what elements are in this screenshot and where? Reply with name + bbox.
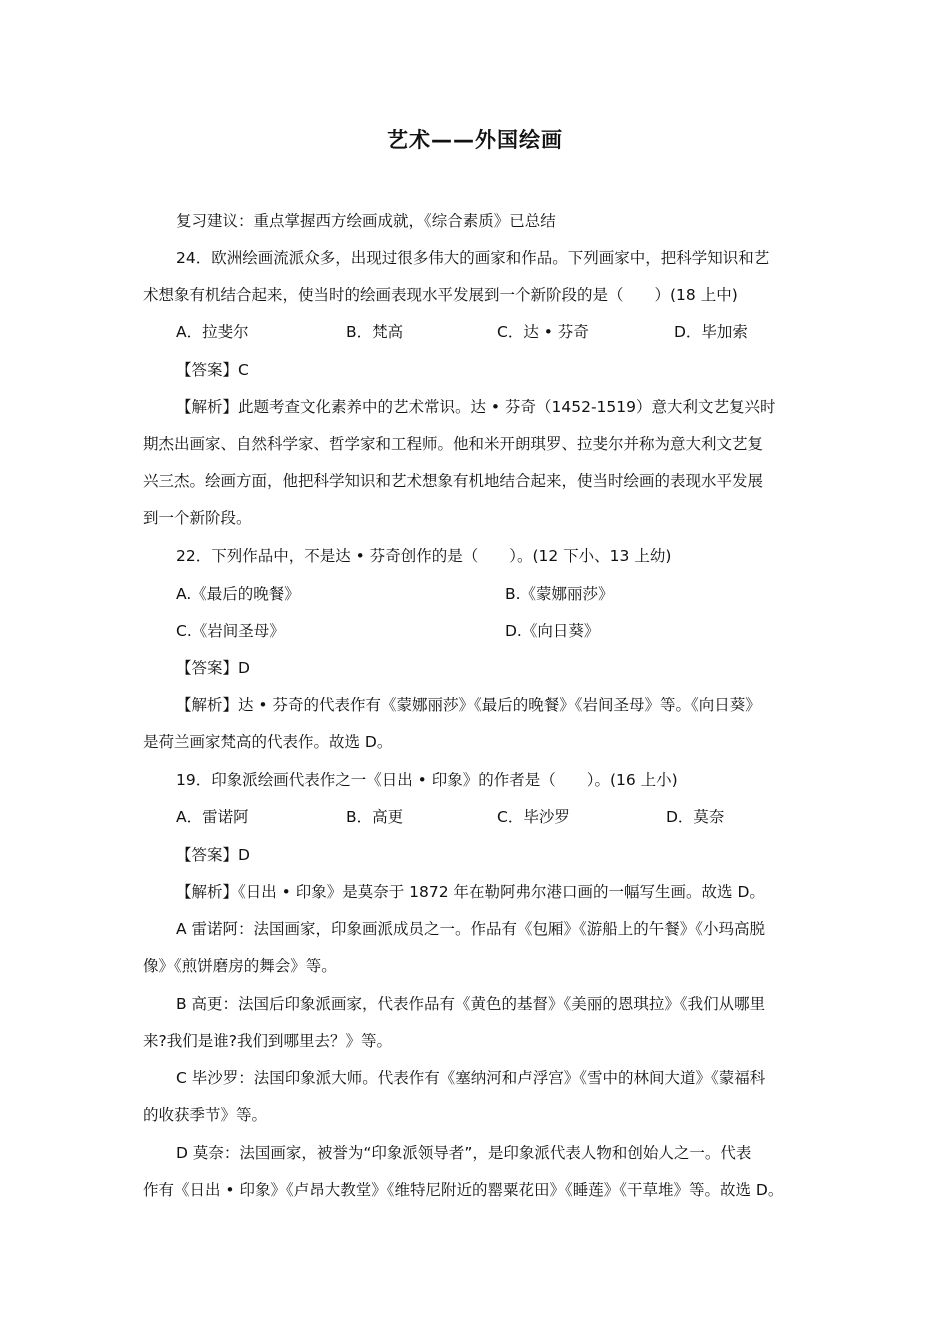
- q24-option-b: B．梵高: [346, 323, 404, 341]
- page-title: 艺术——外国绘画: [387, 128, 563, 152]
- q19-analysis: 【解析】《日出 • 印象》是莫奈于 1872 年在勒阿弗尔港口画的一幅写生画。故选 D。: [176, 883, 765, 901]
- q19-option-c: C．毕沙罗: [497, 808, 570, 826]
- note-gauguin-line2: 来?我们是谁?我们到哪里去？》等。: [143, 1032, 392, 1050]
- q19-stem: 19．印象派绘画代表作之一《日出 • 印象》的作者是（ ）。(16 上小): [176, 771, 678, 789]
- note-pissarro-line2: 的收获季节》等。: [143, 1106, 268, 1124]
- q22-option-c: C.《岩间圣母》: [176, 622, 285, 640]
- q22-stem: 22．下列作品中，不是达 • 芬奇创作的是（ ）。(12 下小、13 上幼): [176, 547, 672, 565]
- q22-analysis-line1: 【解析】达 • 芬奇的代表作有《蒙娜丽莎》《最后的晚餐》《岩间圣母》等。《向日葵》: [176, 696, 761, 714]
- note-renoir-line1: A 雷诺阿：法国画家，印象画派成员之一。作品有《包厢》《游船上的午餐》《小玛高脱: [176, 920, 766, 938]
- q22-option-a: A.《最后的晚餐》: [176, 585, 300, 603]
- q19-option-a: A．雷诺阿: [176, 808, 249, 826]
- q24-option-d: D．毕加索: [674, 323, 748, 341]
- note-monet-line2: 作有《日出 • 印象》《卢昂大教堂》《维特尼附近的罂粟花田》《睡莲》《干草堆》等。故选 D。: [143, 1181, 784, 1199]
- q22-analysis-line2: 是荷兰画家梵高的代表作。故选 D。: [143, 733, 393, 751]
- q24-stem-line2: 术想象有机结合起来，使当时的绘画表现水平发展到一个新阶段的是（ ）(18 上中): [143, 286, 738, 304]
- q22-option-d: D.《向日葵》: [505, 622, 600, 640]
- q19-option-d: D．莫奈: [666, 808, 725, 826]
- note-gauguin-line1: B 高更：法国后印象派画家，代表作品有《黄色的基督》《美丽的恩琪拉》《我们从哪里: [176, 995, 766, 1013]
- note-monet-line1: D 莫奈：法国画家，被誉为“印象派领导者”，是印象派代表人物和创始人之一。代表: [176, 1144, 752, 1162]
- q24-analysis-line2: 期杰出画家、自然科学家、哲学家和工程师。他和米开朗琪罗、拉斐尔并称为意大利文艺复: [143, 435, 764, 453]
- q24-stem-line1: 24．欧洲绘画流派众多，出现过很多伟大的画家和作品。下列画家中，把科学知识和艺: [176, 249, 770, 267]
- q24-analysis-line1: 【解析】此题考查文化素养中的艺术常识。达 • 芬奇（1452-1519）意大利文艺复兴时: [176, 398, 776, 416]
- q19-answer: 【答案】D: [176, 846, 250, 864]
- q24-analysis-line4: 到一个新阶段。: [143, 509, 252, 527]
- q24-answer: 【答案】C: [176, 361, 249, 379]
- q24-analysis-line3: 兴三杰。绘画方面，他把科学知识和艺术想象有机地结合起来，使当时绘画的表现水平发展: [143, 472, 764, 490]
- review-advice: 复习建议：重点掌握西方绘画成就，《综合素质》已总结: [176, 212, 556, 230]
- note-renoir-line2: 像》《煎饼磨房的舞会》等。: [143, 957, 337, 975]
- q22-option-b: B.《蒙娜丽莎》: [505, 585, 614, 603]
- q19-option-b: B．高更: [346, 808, 404, 826]
- q22-answer: 【答案】D: [176, 659, 250, 677]
- q24-option-a: A．拉斐尔: [176, 323, 249, 341]
- note-pissarro-line1: C 毕沙罗：法国印象派大师。代表作有《塞纳河和卢浮宫》《雪中的林间大道》《蒙福科: [176, 1069, 766, 1087]
- q24-option-c: C．达 • 芬奇: [497, 323, 589, 341]
